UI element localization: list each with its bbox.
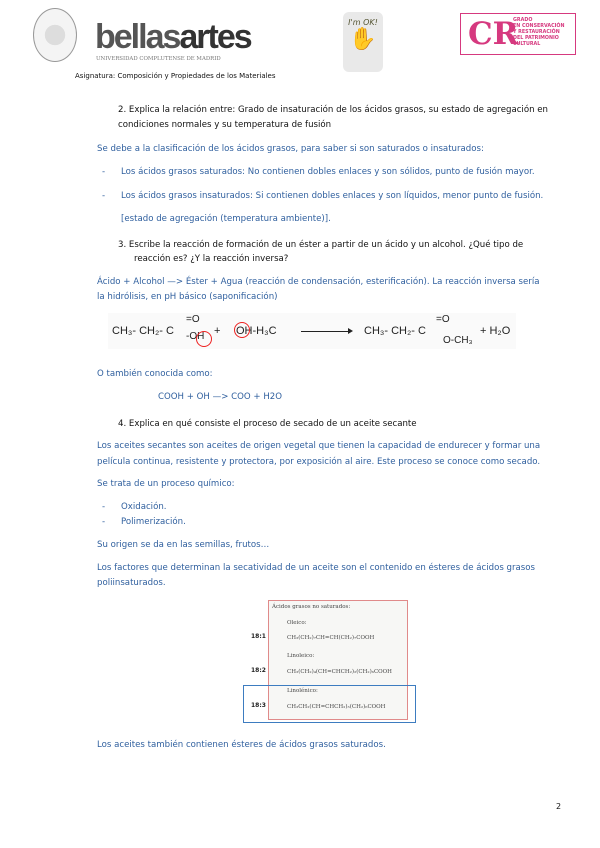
cr-line: Y RESTAURACIÓN [513,30,560,35]
answer-3-short-reaction: COOH + OH —> COO + H2O [158,392,283,402]
bullet-dash: - [102,167,106,177]
cr-letters: CR [468,16,519,52]
answer-2-note: [estado de agregación (temperatura ambiente)]. [121,214,331,224]
answer-4-p1-line-1: Los aceites secantes son aceites de origen vegetal que tienen la capacidad de endurecer y formar una [97,441,541,451]
answer-3-also: O también conocida como: [97,369,213,379]
highlight-box [243,685,416,723]
reactant-acid: CH₃- CH₂- C [112,325,174,337]
cr-line: GRADO [513,18,533,23]
bullet-dash: - [102,517,106,527]
figure-title: Ácidos grasos no saturados: [272,604,351,610]
bullet-dash: - [102,191,106,201]
answer-2-bullet-2: Los ácidos grasos insaturados: Si contienen dobles enlaces y son líquidos, menor punto de fusión. [121,191,544,201]
reaction-arrow-icon [301,331,351,332]
logo-text-b: artes [179,18,251,56]
answer-4-bullet-1: Oxidación. [121,502,167,512]
answer-2-intro: Se debe a la clasificación de los ácidos grasos, para saber si son saturados o insaturados: [97,144,484,154]
cr-line: DEL PATRIMONIO [513,36,559,41]
acid-formula: CH₃(CH₂)₄(CH=CHCH₂)₂(CH₂)₆COOH [287,669,392,675]
esterification-reaction-image [108,313,516,349]
cr-line: CULTURAL [513,42,541,47]
question-3-line-1: 3. Escribe la reacción de formación de un éster a partir de un ácido y un alcohol. ¿Qué tipo de [118,240,524,250]
answer-4-p2: Se trata de un proceso químico: [97,479,235,489]
acid-name: Linolénico: [287,688,318,694]
product-ester: CH₃- CH₂- C [364,325,426,337]
hydroxyl: -OH [186,331,205,342]
answer-4-p4-line-1: Los factores que determinan la secatividad de un aceite son el contenido en ésteres de ácidos grasos [97,563,536,573]
product-water: + H₂O [480,325,511,337]
subject-line: Asignatura: Composición y Propiedades de los Materiales [75,72,276,80]
bellasartes-logo [95,20,251,54]
reactant-alcohol: OH-H₃C [236,325,277,337]
cr-degree-text [513,18,565,48]
answer-4-p3: Su origen se da en las semillas, frutos… [97,540,270,550]
acid-formula: CH₃CH₂(CH=CHCH₂)₃(CH₂)₆COOH [287,704,386,710]
university-seal-logo [33,8,77,62]
acid-name: Linoleico: [287,653,315,659]
page-number: 2 [556,802,562,811]
plus-sign: + [214,325,221,337]
university-name: UNIVERSIDAD COMPLUTENSE DE MADRID [96,56,221,62]
answer-3-line-2: la hidrólisis, en pH básico (saponificación) [97,292,278,302]
im-ok-sticker-image: I'm OK! ✋ [343,12,383,72]
red-circle-mark [196,331,212,347]
acid-formula: CH₃(CH₂)₇CH=CH(CH₂)₇COOH [287,635,375,641]
methoxy: O-CH₃ [443,335,473,346]
cr-line: EN CONSERVACIÓN [513,24,565,29]
logo-text-a: bellas [95,18,180,56]
acid-label: 18:2 [251,667,266,674]
carbonyl-o: =O [186,314,200,325]
acid-name: Oleico: [287,620,307,626]
bullet-dash: - [102,502,106,512]
red-circle-mark [234,322,250,338]
answer-3-line-1: Ácido + Alcohol —> Éster + Agua (reacción de condensación, esterificación). La reacción inversa sería [97,277,540,287]
cr-degree-logo [460,13,576,55]
acid-label: 18:1 [251,633,266,640]
question-2-line-2: condiciones normales y su temperatura de fusión [118,120,332,130]
question-4: 4. Explica en qué consiste el proceso de secado de un aceite secante [118,419,417,429]
carbonyl-o: =O [436,314,450,325]
answer-4-bullet-2: Polimerización. [121,517,186,527]
answer-4-p4-line-2: poliinsaturados. [97,578,166,588]
sticker-text: I'm OK! [348,18,378,27]
question-3-line-2: reacción es? ¿Y la reacción inversa? [134,254,289,264]
acid-label: 18:3 [251,702,266,709]
answer-2-bullet-1: Los ácidos grasos saturados: No contienen dobles enlaces y son sólidos, punto de fusión mayor. [121,167,535,177]
answer-4-p5: Los aceites también contienen ésteres de ácidos grasos saturados. [97,740,386,750]
answer-4-p1-line-2: película continua, resistente y protectora, por exposición al aire. Este proceso se conoce como secado. [97,457,541,467]
question-2-line-1: 2. Explica la relación entre: Grado de insaturación de los ácidos grasos, su estado de agregación en [118,105,548,115]
